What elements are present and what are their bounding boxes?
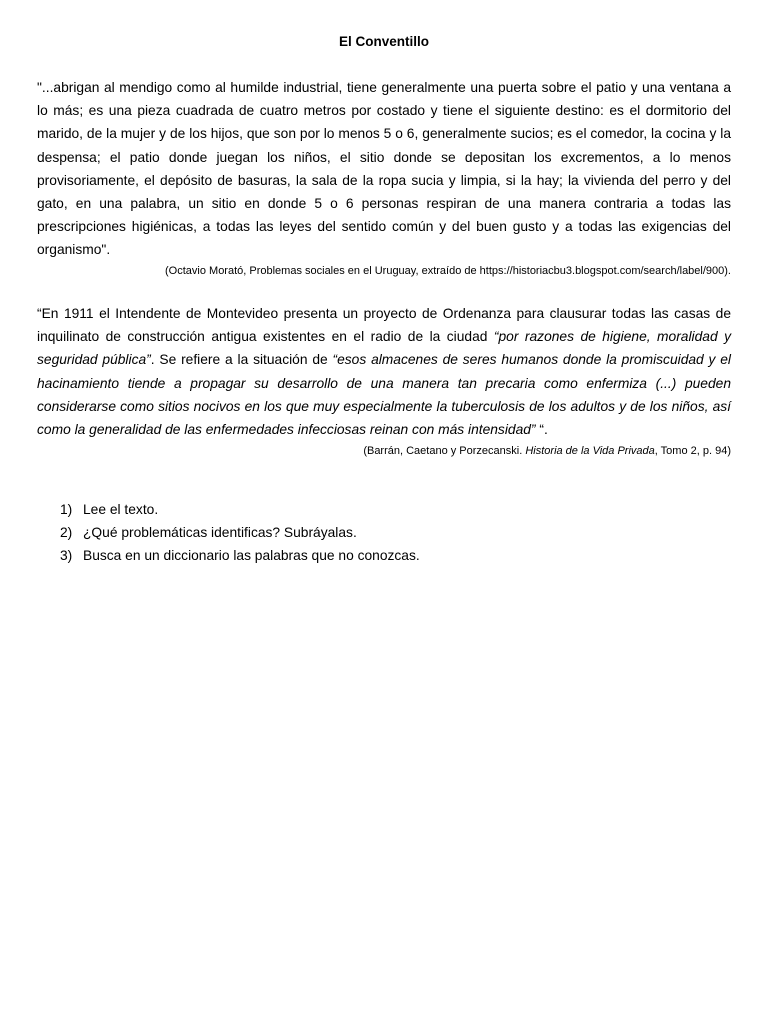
document-title: El Conventillo: [338, 34, 429, 49]
citation-authors: (Barrán, Caetano y Porzecanski.: [363, 445, 526, 457]
task-number: 1): [60, 502, 73, 517]
citation-volume: , Tomo 2, p. 94): [654, 445, 731, 457]
quote-text-part-2: . Se refiere a la situación de: [150, 352, 333, 368]
task-text: ¿Qué problemáticas identificas? Subráyalas.: [83, 525, 357, 540]
citation-barran: [37, 444, 731, 458]
task-item: [60, 498, 710, 521]
task-text: Busca en un diccionario las palabras que no conozcas.: [83, 548, 420, 563]
task-number: 3): [60, 548, 73, 563]
citation-book-title: Historia de la Vida Privada: [525, 445, 655, 457]
quote-italic-almacenes: “esos almacenes de seres humanos donde la promiscuidad y el hacinamiento tiende a propagar su desarrollo de una manera tan precaria como enfermiza (...) pueden considerarse como sitios nocivos en los que muy especialmente la tuberculosis de los adultos y de los niños, así como la generalidad de las enfermedades infecciosas reinan con más intensidad”: [37, 352, 731, 438]
quote-italic-higiene: “por razones de higiene, moralidad y seguridad pública”: [37, 329, 731, 368]
quote-morato: "...abrigan al mendigo como al humilde industrial, tiene generalmente una puerta sobre el patio y una ventana a lo más; es una pieza cuadrada de cuatro metros por costado y tiene el siguiente destino: es el dormitorio del marido, de la mujer y de los hijos, que son por lo menos 5 o 6, generalmente sucios; es el comedor, la cocina y la despensa; el patio donde juegan los niños, el sitio donde se depositan los excrementos, a lo menos provisoriamente, el depósito de basuras, la sala de la ropa sucia y limpia, si la hay; la vivienda del perro y del gato, en una palabra, un sitio en donde 5 o 6 personas respiran de una manera contraria a todas las prescripciones higiénicas, a todas las leyes del sentido común y del buen gusto y a todas las exigencias del organismo".: [37, 80, 731, 258]
quote-text-part-1: “En 1911 el Intendente de Montevideo presenta un proyecto de Ordenanza para clausurar todas las casas de inquilinato de construcción antigua existentes en el radio de la ciudad: [37, 306, 731, 345]
quote-text-part-3: “.: [535, 422, 548, 438]
task-item: [60, 521, 710, 544]
task-item: [60, 544, 710, 567]
citation-morato: (Octavio Morató, Problemas sociales en el Uruguay, extraído de https://historiacbu3.blogspot.com/search/label/900).: [165, 265, 731, 277]
task-text: Lee el texto.: [83, 502, 159, 517]
task-number: 2): [60, 525, 73, 540]
task-list: [60, 498, 710, 567]
quote-intendente: [37, 302, 731, 441]
